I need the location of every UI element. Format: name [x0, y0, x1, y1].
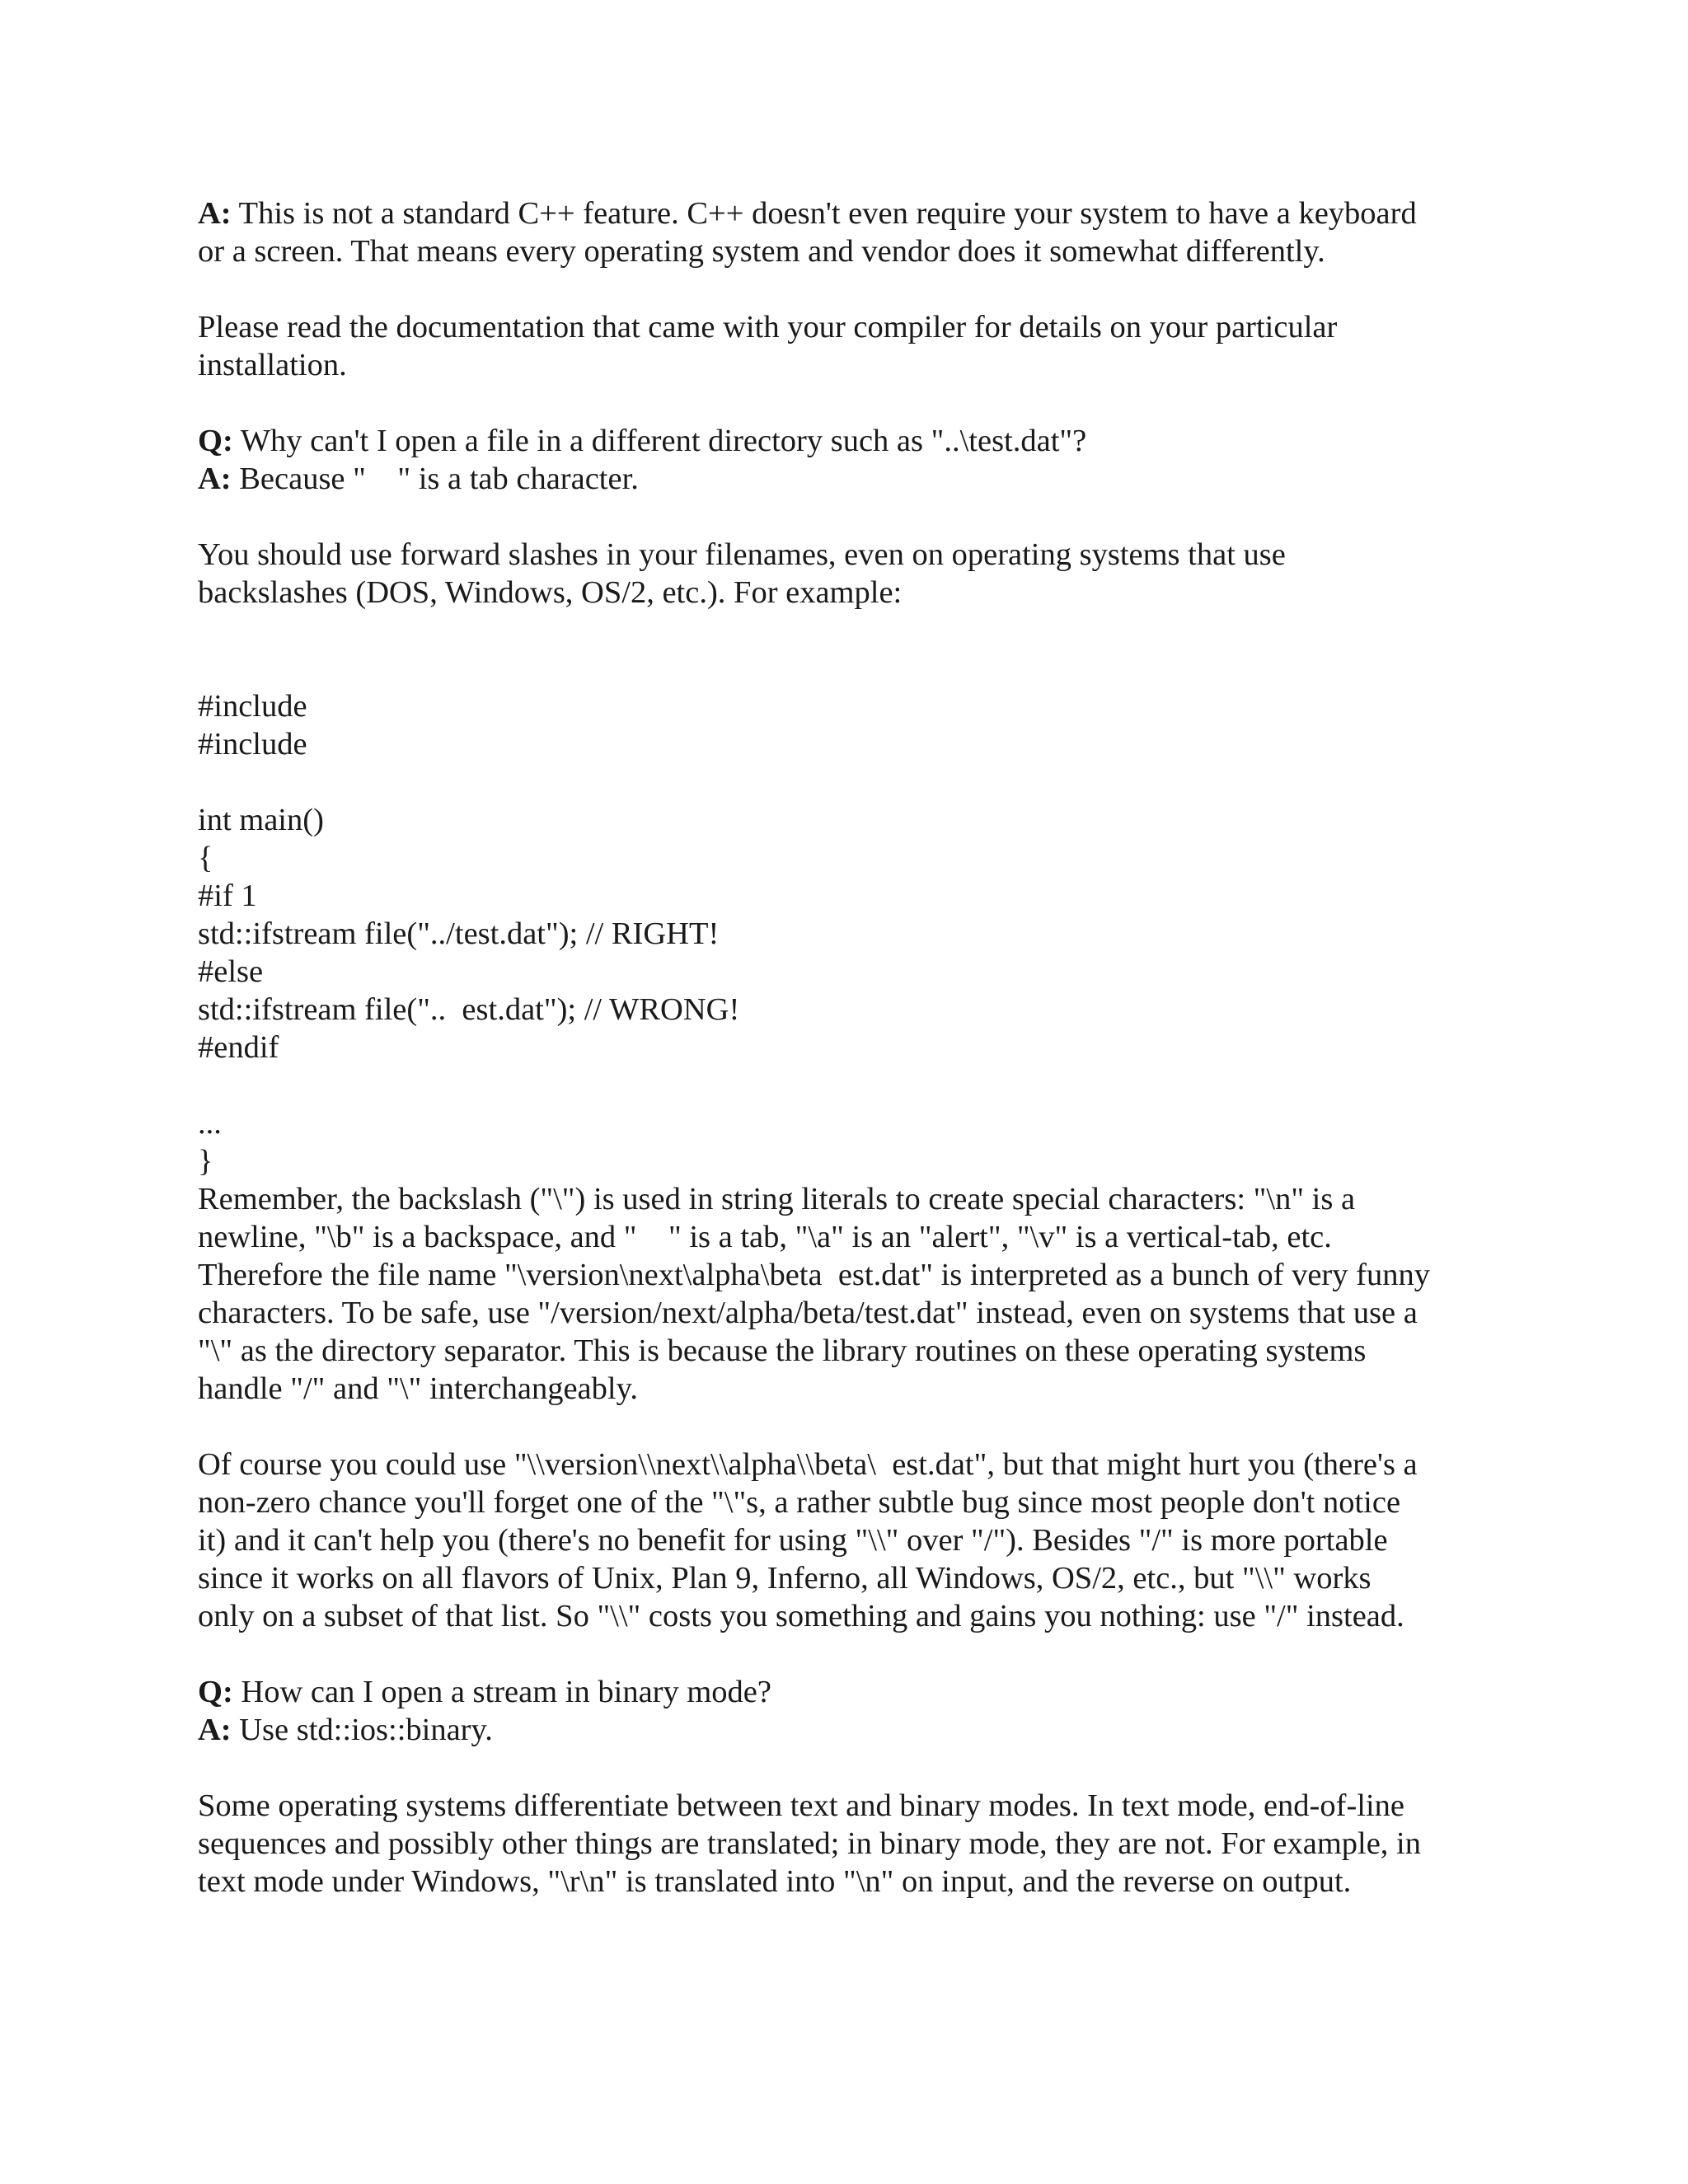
text-line: Please read the documentation that came with your compiler for details on your particular [198, 310, 1338, 344]
paragraph [198, 1787, 1500, 1900]
code-line: #include [198, 689, 307, 724]
answer-label: A: [198, 462, 232, 496]
code-line: std::ifstream file("../test.dat"); // RIGHT! [198, 916, 720, 951]
text-line: Some operating systems differentiate between text and binary modes. In text mode, end-of-line [198, 1788, 1404, 1823]
paragraph [198, 1446, 1500, 1635]
paragraph [198, 1180, 1500, 1408]
text-line: Remember, the backslash ("\") is used in string literals to create special characters: "\n" is a [198, 1182, 1356, 1216]
question-label: Q: [198, 424, 233, 458]
question-line [198, 422, 1500, 460]
answer-line [198, 1711, 1500, 1749]
text-line: since it works on all flavors of Unix, Plan 9, Inferno, all Windows, OS/2, etc., but "\\" works [198, 1561, 1372, 1596]
paragraph [198, 536, 1500, 612]
question-text: How can I open a stream in binary mode? [232, 1675, 771, 1709]
answer-label: A: [198, 196, 232, 231]
code-line: std::ifstream file(".. est.dat"); // WRONG! [198, 992, 740, 1027]
text-line: sequences and possibly other things are translated; in binary mode, they are not. For example, in [198, 1826, 1421, 1861]
code-line: ... [198, 1106, 222, 1141]
answer-line [198, 460, 1500, 498]
question-text: Why can't I open a file in a different directory such as "..\test.dat"? [232, 424, 1087, 458]
question-answer [198, 422, 1500, 498]
question-answer [198, 1673, 1500, 1749]
text-line: non-zero chance you'll forget one of the "\"s, a rather subtle bug since most people don't notice [198, 1485, 1401, 1520]
text-line: it) and it can't help you (there's no benefit for using "\\" over "/"). Besides "/" is more portable [198, 1523, 1388, 1558]
text-line: Of course you could use "\\version\\next\\alpha\\beta\ est.dat", but that might hurt you (there's a [198, 1447, 1418, 1482]
text-line: newline, "\b" is a backspace, and " " is a tab, "\a" is an "alert", "\v" is a vertical-tab, etc. [198, 1220, 1332, 1254]
answer-text: Because " " is a tab character. [231, 462, 639, 496]
text-line: handle "/" and "\" interchangeably. [198, 1371, 638, 1406]
answer-label: A: [198, 1713, 232, 1747]
paragraph [198, 308, 1500, 384]
answer-paragraph [198, 194, 1500, 270]
question-label: Q: [198, 1675, 233, 1709]
code-line: #else [198, 954, 264, 989]
code-line: #if 1 [198, 879, 257, 913]
text-line: Therefore the file name "\version\next\alpha\beta est.dat" is interpreted as a bunch of very funny [198, 1258, 1430, 1292]
text-line: backslashes (DOS, Windows, OS/2, etc.). For example: [198, 575, 903, 610]
text-line: This is not a standard C++ feature. C++ doesn't even require your system to have a keyboard [231, 196, 1417, 231]
text-line: only on a subset of that list. So "\\" costs you something and gains you nothing: use "/" instead. [198, 1599, 1404, 1633]
code-line: } [198, 1144, 213, 1179]
text-line: "\" as the directory separator. This is because the library routines on these operating systems [198, 1333, 1367, 1368]
question-line [198, 1673, 1500, 1711]
text-line: You should use forward slashes in your filenames, even on operating systems that use [198, 537, 1286, 572]
text-line: characters. To be safe, use "/version/next/alpha/beta/test.dat" instead, even on systems that use a [198, 1296, 1418, 1330]
text-line: text mode under Windows, "\r\n" is translated into "\n" on input, and the reverse on output. [198, 1864, 1352, 1899]
document-page [198, 194, 1500, 1900]
text-line: or a screen. That means every operating system and vendor does it somewhat differently. [198, 234, 1325, 269]
code-line: #include [198, 727, 307, 762]
text-line: installation. [198, 348, 347, 382]
code-example [198, 687, 1500, 1180]
code-line: #endif [198, 1030, 279, 1065]
code-line: int main() [198, 803, 324, 837]
code-line: { [198, 841, 213, 875]
answer-text: Use std::ios::binary. [231, 1713, 493, 1747]
